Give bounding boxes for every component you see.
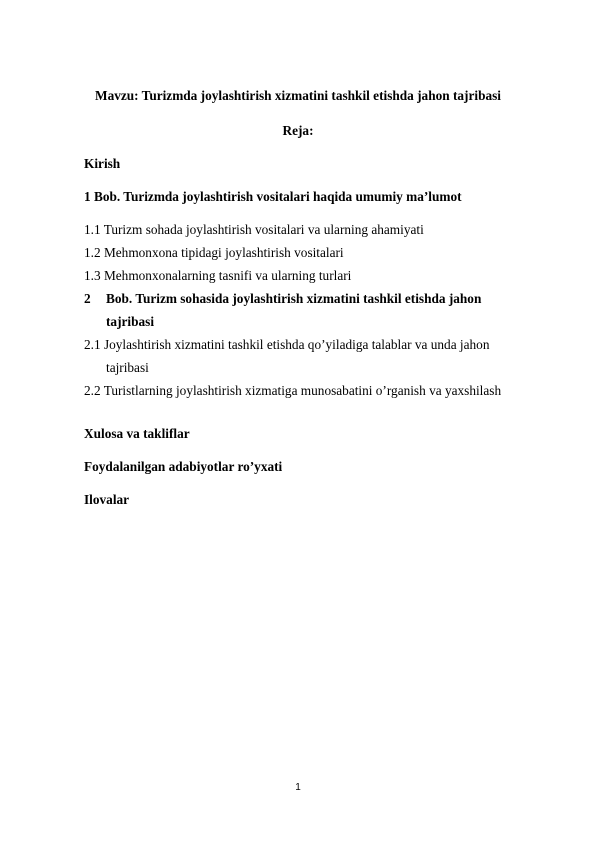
plan-heading: Reja: xyxy=(282,123,314,138)
conclusion-heading: Xulosa va takliflar xyxy=(84,426,190,441)
chapter2-section-1-line2: tajribasi xyxy=(106,360,149,375)
chapter1-title: 1 Bob. Turizmda joylashtirish vositalari haqida umumiy ma’lumot xyxy=(84,189,462,204)
chapter1-section-2: 1.2 Mehmonxona tipidagi joylashtirish vositalari xyxy=(84,245,344,260)
chapter2-title-line1: Bob. Turizm sohasida joylashtirish xizmatini tashkil etishda jahon xyxy=(106,291,482,306)
document-title: Mavzu: Turizmda joylashtirish xizmatini tashkil etishda jahon tajribasi xyxy=(95,88,501,103)
chapter2-section-1-line1: 2.1 Joylashtirish xizmatini tashkil etishda qo’yiladiga talablar va unda jahon xyxy=(84,337,490,352)
chapter2-title-row xyxy=(84,291,481,307)
appendices-heading: Ilovalar xyxy=(84,492,130,507)
chapter2-number: 2 xyxy=(84,291,91,306)
page-number: 1 xyxy=(295,782,301,793)
intro-heading: Kirish xyxy=(84,156,121,171)
chapter2-section-2: 2.2 Turistlarning joylashtirish xizmatiga munosabatini o’rganish va yaxshilash xyxy=(84,383,502,398)
chapter2-title-line2: tajribasi xyxy=(106,314,155,329)
references-heading: Foydalanilgan adabiyotlar ro’yxati xyxy=(84,459,283,474)
chapter1-section-1: 1.1 Turizm sohada joylashtirish vositalari va ularning ahamiyati xyxy=(84,222,424,237)
chapter1-section-3: 1.3 Mehmonxonalarning tasnifi va ularning turlari xyxy=(84,268,352,283)
